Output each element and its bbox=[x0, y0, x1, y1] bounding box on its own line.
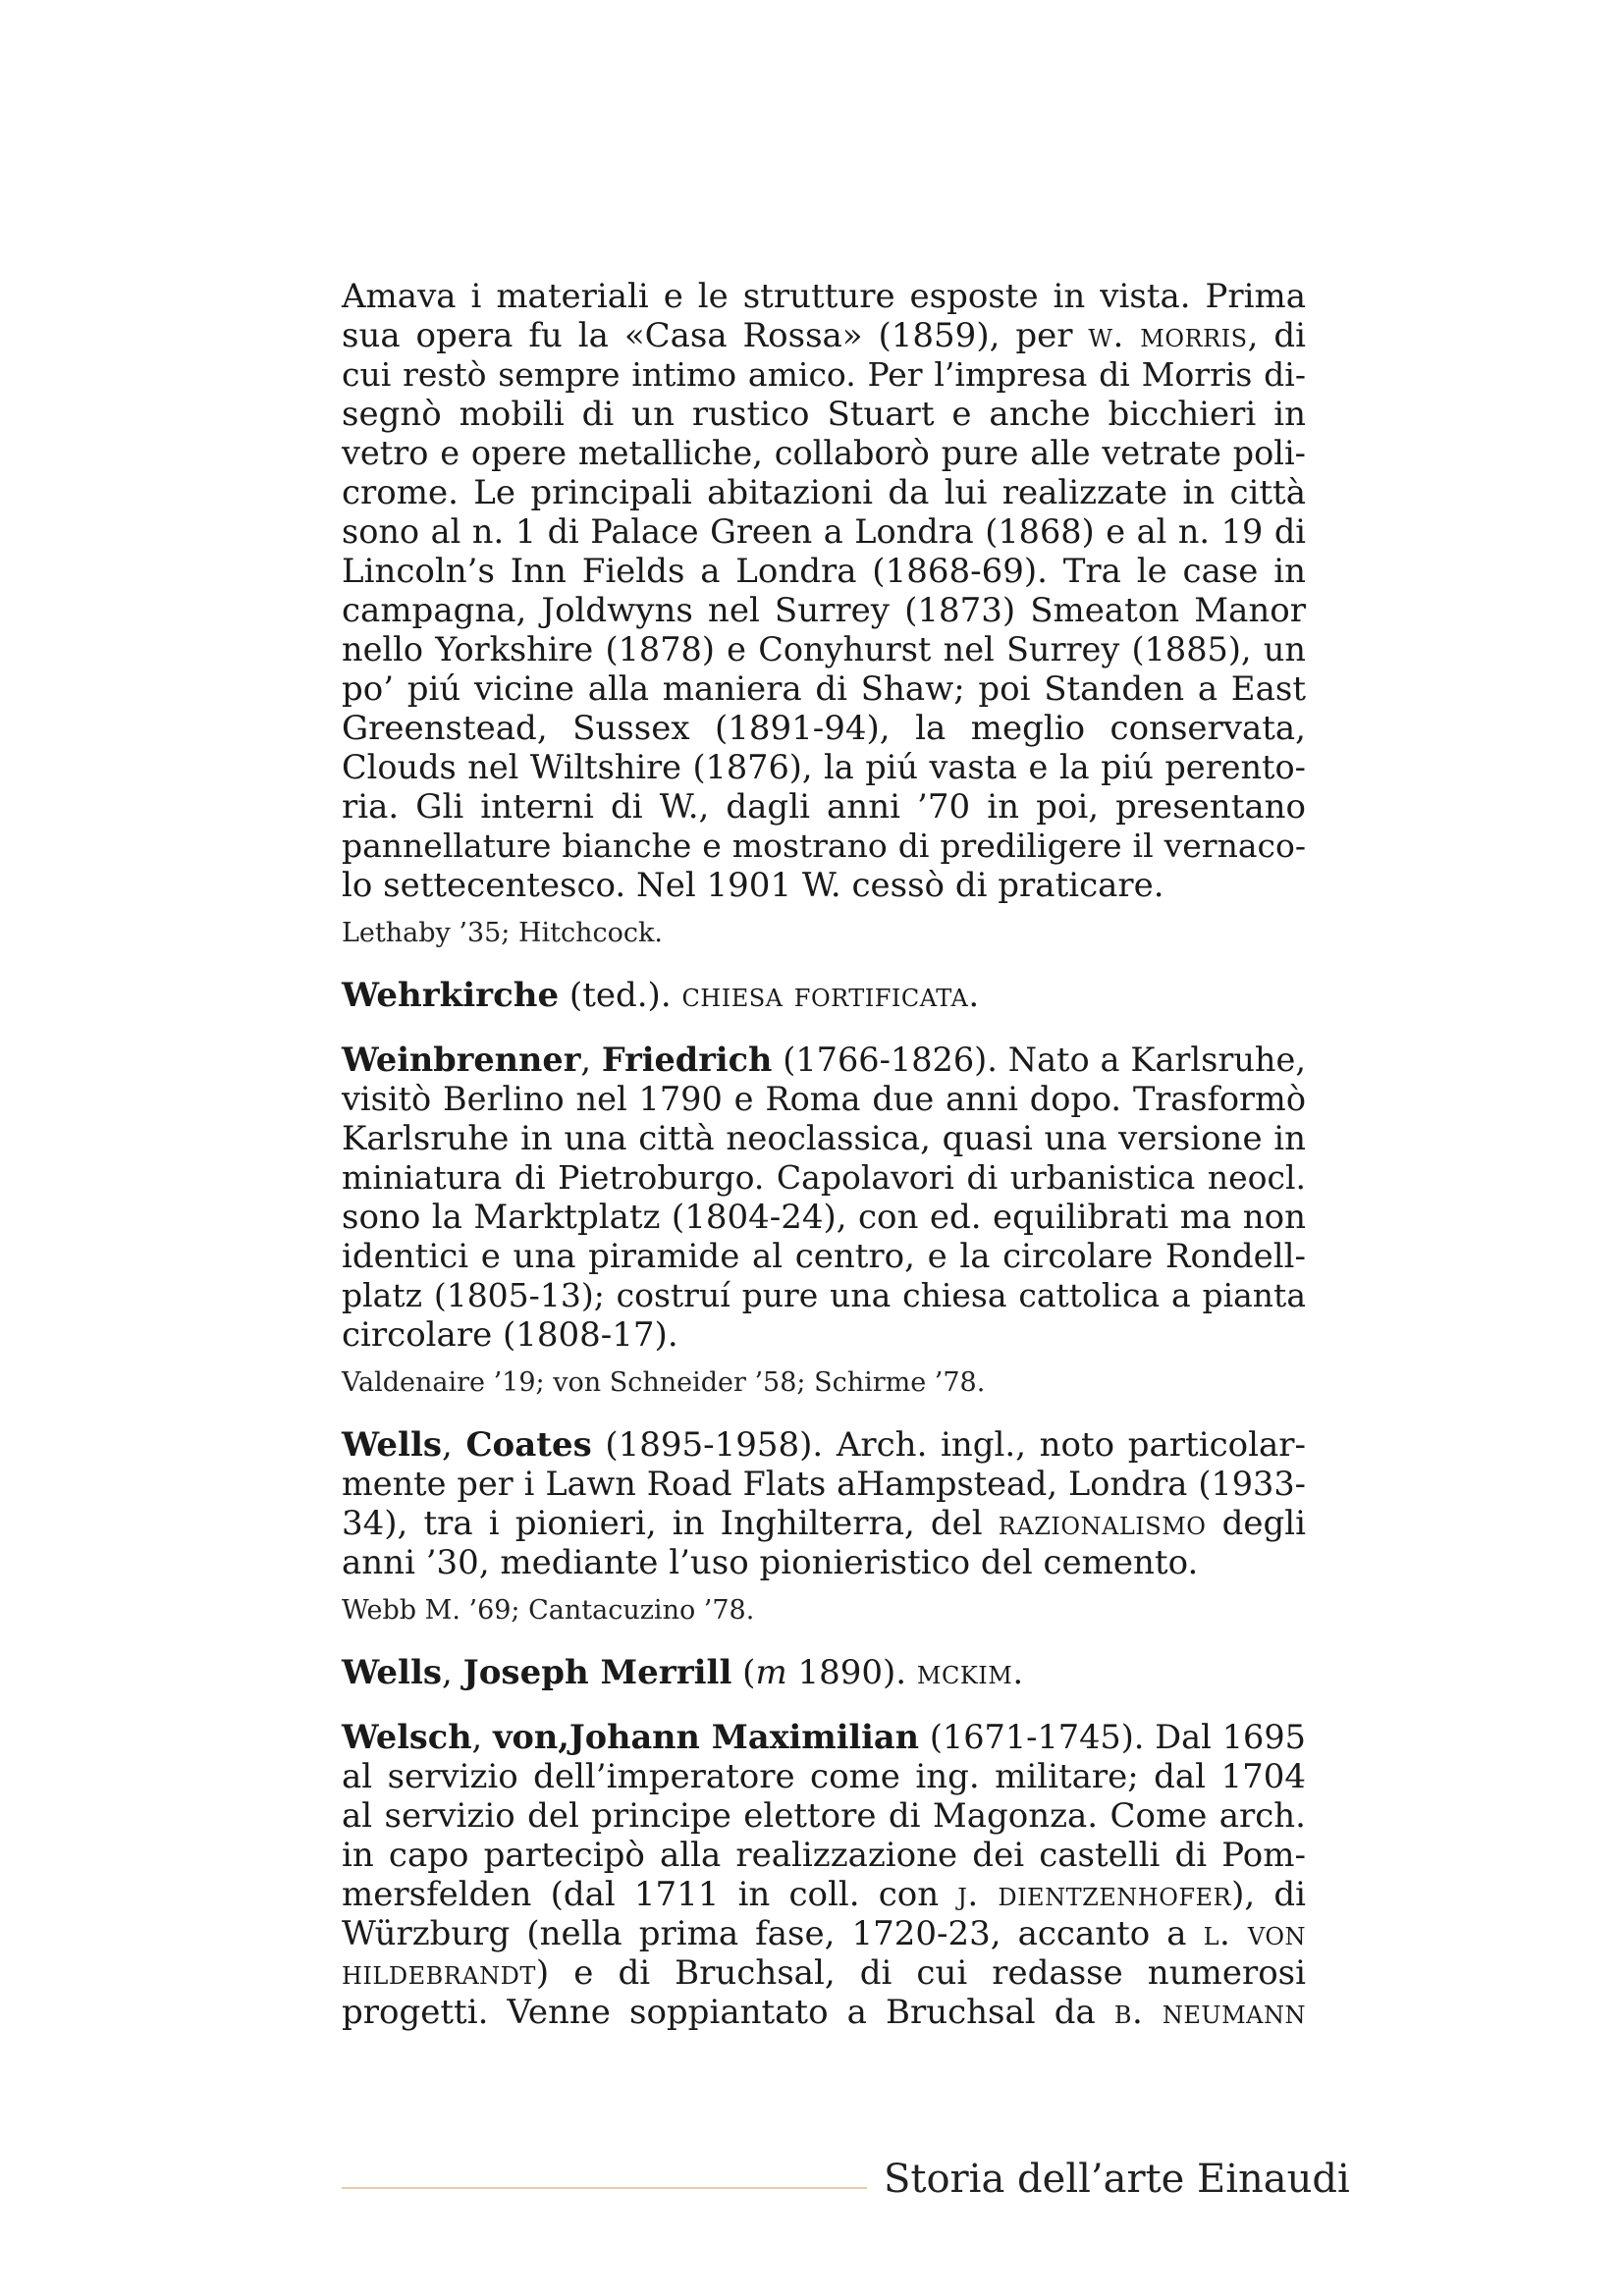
text-line bbox=[342, 316, 1306, 355]
text-run: mersfelden (dal 1711 in coll. con bbox=[342, 1875, 958, 1914]
entry-weinbrenner bbox=[342, 1041, 1306, 1400]
text-run: (ted.). bbox=[559, 976, 682, 1015]
text-line: vetro e opere metalliche, collaborò pure alle vetrate poli- bbox=[342, 434, 1306, 472]
text-line bbox=[342, 1993, 1306, 2032]
text-run: (1766-1826). Nato a Karlsruhe, bbox=[772, 1041, 1306, 1079]
crossref-dientzenhofer[interactable]: j. dientzenhofer bbox=[957, 1875, 1232, 1914]
headword: Wehrkirche bbox=[342, 976, 560, 1015]
crossref-hildebrandt-part2[interactable]: hildebrandt bbox=[342, 1953, 536, 1993]
headword: Welsch bbox=[342, 1718, 472, 1756]
crossref-neumann[interactable]: b. neumann bbox=[1113, 1993, 1306, 2032]
died-marker: m bbox=[755, 1653, 787, 1692]
text-line: in capo partecipò alla realizzazione dei castelli di Pom- bbox=[342, 1836, 1306, 1875]
text-run: ) e di Bruchsal, di cui redasse numerosi bbox=[535, 1953, 1306, 1993]
text-line: Lincoln’s Inn Fields a Londra (1868-69). Tra le case in bbox=[342, 552, 1306, 591]
entry-wehrkirche bbox=[342, 976, 1306, 1015]
text-line: sono la Marktplatz (1804-24), con ed. equilibrati ma non bbox=[342, 1198, 1306, 1237]
crossref-mckim[interactable]: mckim bbox=[916, 1653, 1013, 1692]
text-line: circolare (1808-17). bbox=[342, 1315, 678, 1355]
crossref-chiesa-fortificata[interactable]: chiesa fortificata bbox=[681, 976, 969, 1015]
text-line: platz (1805-13); costruí pure una chiesa cattolica a pianta bbox=[342, 1276, 1306, 1314]
crossref-morris[interactable]: w. morris bbox=[1088, 316, 1248, 355]
text-line: anni ’30, mediante l’uso pionieristico del cemento. bbox=[342, 1543, 1199, 1582]
entry-welsch bbox=[342, 1718, 1306, 2032]
text-line: ria. Gli interni di W., dagli anni ’70 in poi, presentano bbox=[342, 787, 1306, 827]
bibliography: Valdenaire ’19; von Schneider ’58; Schirme ’78. bbox=[342, 1367, 986, 1398]
text-run: degli bbox=[1206, 1504, 1306, 1543]
headword: Weinbrenner bbox=[342, 1041, 581, 1079]
text-line: lo settecentesco. Nel 1901 W. cessò di praticare. bbox=[342, 866, 1164, 905]
text-line: Clouds nel Wiltshire (1876), la piú vasta e la piú perento- bbox=[342, 748, 1306, 786]
headword-given: Joseph Merrill bbox=[462, 1653, 732, 1692]
footer-title: Storia dell’arte Einaudi bbox=[884, 2157, 1350, 2202]
entry-webb-continuation bbox=[342, 277, 1306, 950]
text-line: identici e una piramide al centro, e la circolare Rondell- bbox=[342, 1237, 1306, 1276]
text-line: Wells, Coates (1895-1958). Arch. ingl., noto particolar- bbox=[342, 1425, 1306, 1465]
footer-rule bbox=[342, 2187, 867, 2189]
text-line: Karlsruhe in una città neoclassica, quasi una versione in bbox=[342, 1119, 1306, 1158]
text-line: Wells, Joseph Merrill (m 1890). mckim. bbox=[342, 1653, 1024, 1692]
text-run: (1895-1958). Arch. ingl., noto particolar- bbox=[591, 1425, 1306, 1465]
text-line: sono al n. 1 di Palace Green a Londra (1868) e al n. 19 di bbox=[342, 512, 1306, 551]
entry-wells-coates bbox=[342, 1425, 1306, 1628]
headword-particle: von, bbox=[493, 1718, 569, 1756]
crossref-razionalismo[interactable]: razionalismo bbox=[998, 1504, 1207, 1543]
text-line: nello Yorkshire (1878) e Conyhurst nel Surrey (1885), un bbox=[342, 630, 1306, 668]
text-run: Würzburg (nella prima fase, 1720-23, accanto a bbox=[342, 1914, 1204, 1953]
text-line: segnò mobili di un rustico Stuart e anche bicchieri in bbox=[342, 395, 1306, 434]
text-line: visitò Berlino nel 1790 e Roma due anni dopo. Trasformò bbox=[342, 1080, 1306, 1118]
text-line: miniatura di Pietroburgo. Capolavori di urbanistica neocl. bbox=[342, 1158, 1306, 1197]
text-line: Welsch, von,Johann Maximilian (1671-1745). Dal 1695 bbox=[342, 1718, 1306, 1756]
text-line: Amava i materiali e le strutture esposte in vista. Prima bbox=[342, 277, 1306, 316]
text-run: 1890). bbox=[786, 1653, 917, 1692]
headword-given: Friedrich bbox=[601, 1041, 773, 1079]
text-line: Greenstead, Sussex (1891-94), la meglio conservata, bbox=[342, 709, 1306, 748]
text-line bbox=[342, 1953, 1306, 1993]
text-run: sua opera fu la «Casa Rossa» (1859), per bbox=[342, 316, 1089, 355]
text-run: (1671-1745). Dal 1695 bbox=[918, 1718, 1306, 1756]
bibliography: Webb M. ’69; Cantacuzino ’78. bbox=[342, 1595, 755, 1626]
text-line: pannellature bianche e mostrano di prediligere il vernaco- bbox=[342, 827, 1306, 865]
text-line bbox=[342, 1875, 1306, 1914]
text-run: . bbox=[968, 976, 980, 1015]
text-line: mente per i Lawn Road Flats aHampstead, Londra (1933- bbox=[342, 1465, 1306, 1503]
text-line bbox=[342, 1914, 1306, 1953]
entry-wells-joseph bbox=[342, 1653, 1306, 1692]
text-run: 34), tra i pionieri, in Inghilterra, del bbox=[342, 1504, 999, 1543]
crossref-hildebrandt-part1[interactable]: l. von bbox=[1203, 1914, 1306, 1953]
text-line bbox=[342, 1504, 1306, 1543]
text-line: cui restò sempre intimo amico. Per l’impresa di Morris di- bbox=[342, 355, 1306, 394]
text-run: . bbox=[1012, 1653, 1024, 1692]
headword: Wells bbox=[342, 1425, 443, 1465]
headword-given: Coates bbox=[465, 1425, 592, 1465]
text-run: , di bbox=[1247, 316, 1306, 355]
text-line: campagna, Joldwyns nel Surrey (1873) Smeaton Manor bbox=[342, 591, 1306, 630]
bibliography: Lethaby ’35; Hitchcock. bbox=[342, 918, 663, 948]
text-run: ( bbox=[731, 1653, 756, 1692]
text-line: al servizio dell’imperatore come ing. militare; dal 1704 bbox=[342, 1757, 1306, 1796]
text-run: progetti. Venne soppiantato a Bruchsal da bbox=[342, 1993, 1114, 2032]
headword-given: Johann Maximilian bbox=[568, 1718, 919, 1756]
text-line: Weinbrenner, Friedrich (1766-1826). Nato a Karlsruhe, bbox=[342, 1041, 1306, 1079]
text-line: crome. Le principali abitazioni da lui realizzate in città bbox=[342, 473, 1306, 512]
text-block bbox=[342, 277, 1306, 2032]
text-line: po’ piú vicine alla maniera di Shaw; poi Standen a East bbox=[342, 669, 1306, 709]
text-run: ), di bbox=[1231, 1875, 1306, 1914]
text-line bbox=[342, 976, 1306, 1015]
text-line: al servizio del principe elettore di Magonza. Come arch. bbox=[342, 1796, 1306, 1836]
headword: Wells bbox=[342, 1653, 443, 1692]
